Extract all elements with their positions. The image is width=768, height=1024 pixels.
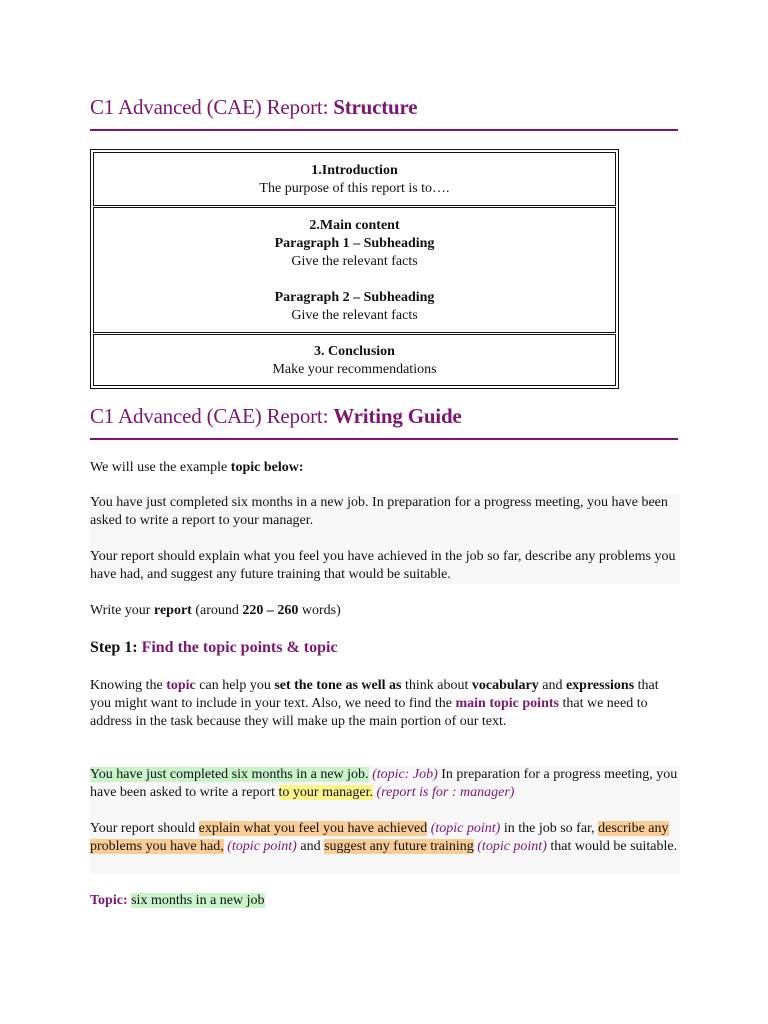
table-cell-main-content <box>93 207 616 333</box>
annotation-note: (report is for : manager) <box>376 785 515 800</box>
annotated-paragraph-2 <box>90 820 680 856</box>
structure-heading-prefix: C1 Advanced (CAE) Report: <box>90 95 334 119</box>
table-cell-introduction <box>93 152 616 206</box>
text-run: In preparation for a progress meeting, you have been asked to write a report <box>90 767 678 800</box>
main-p2-title: Paragraph 2 – Subheading <box>274 290 435 305</box>
text-run: Knowing the <box>90 678 167 693</box>
highlight-orange: describe any problems you have had, <box>90 821 669 854</box>
text-run: think about <box>401 678 472 693</box>
main-p2-text: Give the relevant facts <box>291 308 418 323</box>
writing-guide-heading-bold: Writing Guide <box>333 404 462 428</box>
intro-line-text: We will use the example <box>90 460 231 475</box>
intro-title: 1.Introduction <box>311 163 398 178</box>
annotation-note: (topic: Job) <box>372 767 438 782</box>
annotation-note: (topic point) <box>227 839 297 854</box>
writing-guide-heading <box>90 406 462 427</box>
heading-rule <box>90 129 678 131</box>
step-1-title: Find the topic points & topic <box>141 639 338 656</box>
task-paragraph-2: Your report should explain what you feel you have achieved in the job so far, describe any problems you have had, and suggest any future training that would be suitable. <box>90 549 676 582</box>
conclusion-title: 3. Conclusion <box>314 344 395 359</box>
annotation-note: (topic point) <box>430 821 501 836</box>
intro-line <box>90 459 680 477</box>
heading-rule <box>90 438 678 440</box>
write-line-e: words) <box>298 603 341 618</box>
write-line-a: Write your <box>90 603 154 618</box>
annotated-paragraph-1 <box>90 766 680 802</box>
structure-table <box>90 149 619 389</box>
write-line-range: 220 – 260 <box>242 603 299 618</box>
step-1-label: Step 1: <box>90 639 142 656</box>
topic-term: topic <box>166 678 196 693</box>
topic-label: Topic: <box>90 893 128 908</box>
text-run: that you might want to include in your text. Also, we need to find the <box>90 678 659 711</box>
write-line <box>90 602 680 620</box>
highlight-orange: explain what you feel you have achieved <box>198 821 428 836</box>
annotated-task-box <box>90 766 680 874</box>
structure-heading <box>90 97 417 118</box>
task-paragraph-1: You have just completed six months in a new job. In preparation for a progress meeting, you have been asked to write a report to your manager. <box>90 495 668 528</box>
write-line-report: report <box>153 603 192 618</box>
writing-guide-heading-prefix: C1 Advanced (CAE) Report: <box>90 404 334 428</box>
main-p1-text: Give the relevant facts <box>291 254 418 269</box>
text-run: and <box>296 839 325 854</box>
knowing-paragraph <box>90 677 680 731</box>
bold-term: expressions <box>565 678 635 693</box>
text-run: that we need to address in the task because they will make up the main portion of our text. <box>90 696 648 729</box>
main-p1-title: Paragraph 1 – Subheading <box>274 236 435 251</box>
text-run: and <box>538 678 566 693</box>
bold-term: set the tone as well as <box>274 678 402 693</box>
text-run: that would be suitable. <box>546 839 678 854</box>
task-box <box>90 494 680 584</box>
structure-heading-bold: Structure <box>333 95 418 119</box>
table-cell-conclusion <box>93 334 616 386</box>
text-run: in the job so far, <box>500 821 599 836</box>
annotation-note: (topic point) <box>477 839 547 854</box>
intro-line-bold: topic below: <box>230 460 304 475</box>
highlight-green: You have just completed six months in a new job. <box>90 767 369 782</box>
text-run: Your report should <box>90 821 199 836</box>
main-topic-points-term: main topic points <box>455 696 559 711</box>
write-line-c: (around <box>191 603 243 618</box>
topic-value: six months in a new job <box>131 893 265 908</box>
highlight-yellow: to your manager. <box>278 785 374 800</box>
step-1-heading <box>90 639 338 657</box>
intro-text: The purpose of this report is to…. <box>259 181 450 196</box>
topic-line <box>90 892 680 910</box>
conclusion-text: Make your recommendations <box>272 362 437 377</box>
highlight-orange: suggest any future training <box>324 839 474 854</box>
text-run: can help you <box>195 678 275 693</box>
main-title: 2.Main content <box>309 218 400 233</box>
bold-term: vocabulary <box>471 678 539 693</box>
